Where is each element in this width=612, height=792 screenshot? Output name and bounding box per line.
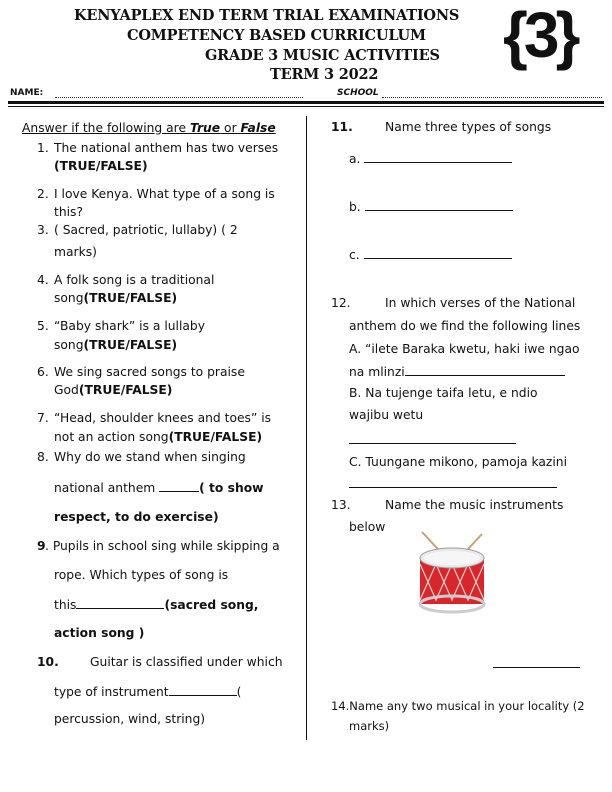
q5-text: “Baby shark” is a lullaby [54,319,205,333]
q11-b[interactable]: b. [349,198,513,215]
q11-a[interactable]: a. [349,150,512,167]
header-line-2: COMPETENCY BASED CURRICULUM [127,27,426,44]
q1-options: (TRUE/FALSE) [54,159,148,173]
q4-number: 4. [37,273,49,287]
name-label: NAME: [10,88,44,98]
q12-answer-c[interactable] [349,487,557,488]
school-field[interactable] [382,97,602,98]
q13-number: 13. [331,498,351,512]
q2-number: 2. [37,187,49,201]
q6-number: 6. [37,365,49,379]
q13-answer[interactable] [493,667,580,668]
q3-text: ( Sacred, patriotic, lullaby) ( 2 [54,223,238,237]
q1-number: 1. [37,141,49,155]
q12-line-b-2: wajibu wetu [349,408,424,422]
q6-text-2: God(TRUE/FALSE) [54,383,173,397]
q12-line-a: A. “ilete Baraka kwetu, haki iwe ngao [349,342,580,356]
header-rule [8,101,604,104]
school-label: SCHOOL [337,88,379,98]
header-line-1: KENYAPLEX END TERM TRIAL EXAMINATIONS [74,7,460,24]
drum-image [412,528,492,620]
q11-number: 11. [331,120,353,134]
q12-line-b: B. Na tujenge taifa letu, e ndio [349,386,538,400]
q8-options: respect, to do exercise) [54,510,219,524]
header-rule-thin [8,106,604,107]
grade-badge: {3} [503,0,577,71]
q8-number: 8. [37,450,49,464]
q14-text: 14.Name any two musical in your locality (2 [331,699,585,713]
column-divider [306,116,307,740]
instruction: Answer if the following are True or False [22,121,276,135]
q9-options: action song ) [54,626,145,640]
header-line-4: TERM 3 2022 [270,66,379,83]
q14-text-2: marks) [349,719,390,733]
q13-text: Name the music instruments [385,498,564,512]
q3-text-2: marks) [54,245,97,259]
q12-answer-b[interactable] [349,443,516,444]
q12-number: 12. [331,296,351,310]
q10-text: Guitar is classified under which [90,655,283,669]
q5-text-2: song(TRUE/FALSE) [54,338,178,352]
q10-text-2: type of instrument ( [54,685,242,699]
q13-text-2: below [349,520,386,534]
q2-text: I love Kenya. What type of a song is [54,187,275,201]
q4-text: A folk song is a traditional [54,273,215,287]
q10-options: percussion, wind, string) [54,712,206,726]
q12-text: In which verses of the National [385,296,576,310]
q7-text-2: not an action song(TRUE/FALSE) [54,430,263,444]
q4-text-2: song(TRUE/FALSE) [54,291,178,305]
q8-text-2: national anthem ( to show [54,481,264,495]
q9-text-2: rope. Which types of song is [54,568,229,582]
header-line-3: GRADE 3 MUSIC ACTIVITIES [205,47,440,64]
q1-text: The national anthem has two verses [54,141,279,155]
q12-line-a-2[interactable]: na mlinzi [349,363,565,380]
q8-text: Why do we stand when singing [54,450,246,464]
q2-text-2: this? [54,205,83,219]
q12-text-2: anthem do we find the following lines [349,319,581,333]
q3-number: 3. [37,223,49,237]
q12-line-c: C. Tuungane mikono, pamoja kazini [349,455,567,469]
q6-text: We sing sacred songs to praise [54,365,245,379]
q7-text: “Head, shoulder knees and toes” is [54,411,272,425]
q5-number: 5. [37,319,49,333]
q9-number: 9 [37,539,46,553]
q7-number: 7. [37,411,49,425]
q9-text-3: this (sacred song, [54,598,259,612]
q11-c[interactable]: c. [349,246,512,263]
q9-text: . Pupils in school sing while skipping a [45,539,280,553]
q10-number: 10. [37,655,59,669]
q11-text: Name three types of songs [385,120,552,134]
name-field[interactable] [55,97,303,98]
